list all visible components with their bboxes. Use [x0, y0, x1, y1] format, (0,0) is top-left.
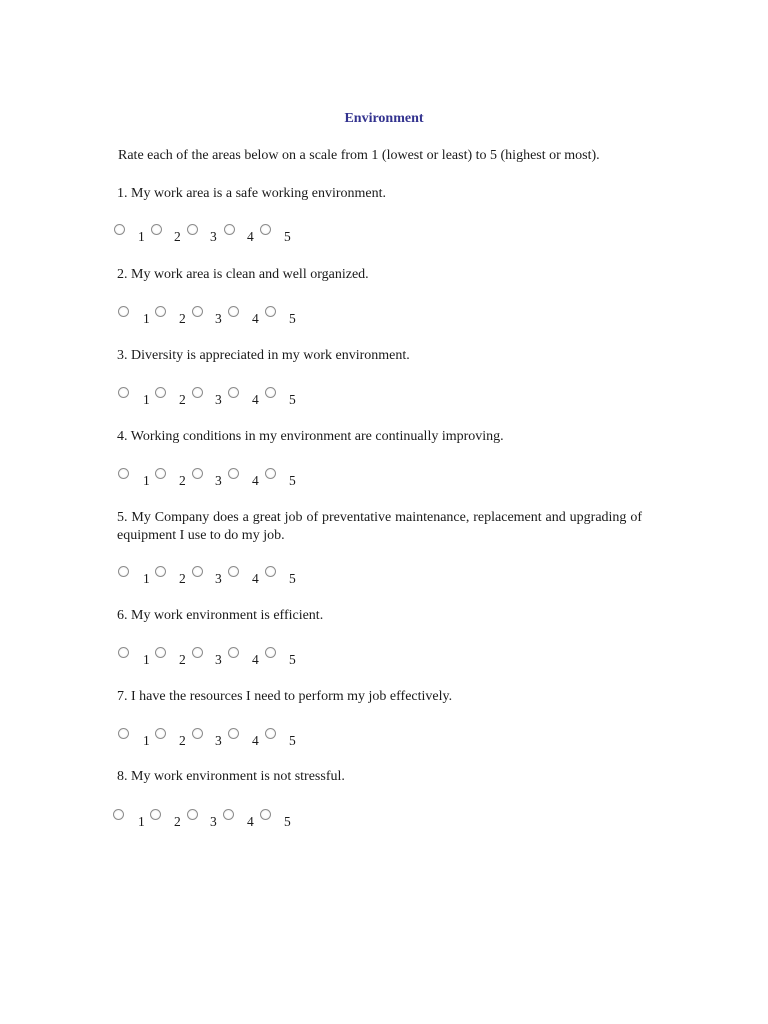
rating-radio-5[interactable]	[260, 224, 271, 235]
rating-label-5: 5	[289, 733, 296, 748]
rating-radio-1[interactable]	[118, 306, 129, 317]
rating-radio-5[interactable]	[265, 647, 276, 658]
rating-label-1: 1	[143, 473, 150, 488]
question-1-text: 1. My work area is a safe working environment.	[117, 186, 387, 201]
rating-radio-5[interactable]	[260, 809, 271, 820]
rating-radio-2[interactable]	[155, 387, 166, 398]
rating-label-4: 4	[247, 814, 254, 829]
rating-label-4: 4	[252, 571, 259, 586]
rating-label-5: 5	[289, 652, 296, 667]
question-2-text: 2. My work area is clean and well organized.	[117, 267, 369, 282]
rating-label-1: 1	[138, 229, 145, 244]
rating-radio-1[interactable]	[118, 566, 129, 577]
rating-radio-1[interactable]	[118, 647, 129, 658]
question-5-text: 5. My Company does a great job of preventative maintenance, replacement and upgrading of equipment I use to do my job.	[117, 510, 642, 543]
rating-radio-5[interactable]	[265, 468, 276, 479]
rating-radio-2[interactable]	[155, 647, 166, 658]
rating-radio-3[interactable]	[192, 387, 203, 398]
rating-radio-4[interactable]	[228, 387, 239, 398]
rating-label-2: 2	[174, 814, 181, 829]
question-4-text: 4. Working conditions in my environment are continually improving.	[117, 429, 504, 444]
rating-radio-4[interactable]	[228, 647, 239, 658]
rating-label-4: 4	[247, 229, 254, 244]
rating-radio-3[interactable]	[192, 647, 203, 658]
rating-radio-2[interactable]	[155, 566, 166, 577]
rating-label-4: 4	[252, 311, 259, 326]
rating-radio-5[interactable]	[265, 306, 276, 317]
rating-label-4: 4	[252, 733, 259, 748]
rating-radio-5[interactable]	[265, 566, 276, 577]
rating-radio-4[interactable]	[228, 306, 239, 317]
rating-radio-3[interactable]	[192, 306, 203, 317]
rating-label-2: 2	[179, 652, 186, 667]
rating-label-3: 3	[215, 571, 222, 586]
rating-label-5: 5	[284, 229, 291, 244]
question-6-text: 6. My work environment is efficient.	[117, 608, 324, 623]
rating-radio-3[interactable]	[192, 566, 203, 577]
rating-label-4: 4	[252, 652, 259, 667]
rating-label-1: 1	[138, 814, 145, 829]
rating-label-3: 3	[210, 814, 217, 829]
rating-radio-3[interactable]	[192, 728, 203, 739]
question-3-text: 3. Diversity is appreciated in my work environment.	[117, 348, 410, 363]
rating-radio-2[interactable]	[155, 306, 166, 317]
rating-radio-1[interactable]	[118, 387, 129, 398]
rating-radio-2[interactable]	[150, 809, 161, 820]
rating-label-3: 3	[215, 392, 222, 407]
rating-label-3: 3	[215, 311, 222, 326]
rating-radio-2[interactable]	[155, 728, 166, 739]
rating-label-2: 2	[179, 733, 186, 748]
rating-radio-3[interactable]	[192, 468, 203, 479]
question-8-text: 8. My work environment is not stressful.	[117, 769, 345, 784]
rating-radio-5[interactable]	[265, 387, 276, 398]
rating-label-3: 3	[210, 229, 217, 244]
rating-label-2: 2	[179, 571, 186, 586]
rating-label-3: 3	[215, 473, 222, 488]
rating-label-5: 5	[284, 814, 291, 829]
rating-label-1: 1	[143, 652, 150, 667]
rating-radio-4[interactable]	[228, 468, 239, 479]
rating-label-2: 2	[174, 229, 181, 244]
question-7-text: 7. I have the resources I need to perform my job effectively.	[117, 689, 453, 704]
survey-instructions: Rate each of the areas below on a scale from 1 (lowest or least) to 5 (highest or most).	[118, 148, 600, 163]
rating-radio-5[interactable]	[265, 728, 276, 739]
rating-radio-3[interactable]	[187, 224, 198, 235]
rating-label-5: 5	[289, 473, 296, 488]
rating-label-3: 3	[215, 652, 222, 667]
rating-label-1: 1	[143, 311, 150, 326]
rating-label-1: 1	[143, 733, 150, 748]
rating-label-2: 2	[179, 311, 186, 326]
rating-radio-4[interactable]	[228, 566, 239, 577]
rating-radio-4[interactable]	[223, 809, 234, 820]
rating-label-1: 1	[143, 571, 150, 586]
rating-radio-1[interactable]	[113, 809, 124, 820]
rating-radio-4[interactable]	[228, 728, 239, 739]
rating-label-4: 4	[252, 392, 259, 407]
rating-radio-4[interactable]	[224, 224, 235, 235]
rating-radio-1[interactable]	[118, 468, 129, 479]
rating-radio-1[interactable]	[118, 728, 129, 739]
rating-label-5: 5	[289, 311, 296, 326]
rating-radio-2[interactable]	[151, 224, 162, 235]
rating-label-1: 1	[143, 392, 150, 407]
page-title: Environment	[344, 111, 424, 126]
rating-label-4: 4	[252, 473, 259, 488]
rating-radio-1[interactable]	[114, 224, 125, 235]
rating-radio-2[interactable]	[155, 468, 166, 479]
rating-label-5: 5	[289, 571, 296, 586]
rating-label-5: 5	[289, 392, 296, 407]
rating-label-3: 3	[215, 733, 222, 748]
rating-label-2: 2	[179, 473, 186, 488]
rating-radio-3[interactable]	[187, 809, 198, 820]
rating-label-2: 2	[179, 392, 186, 407]
